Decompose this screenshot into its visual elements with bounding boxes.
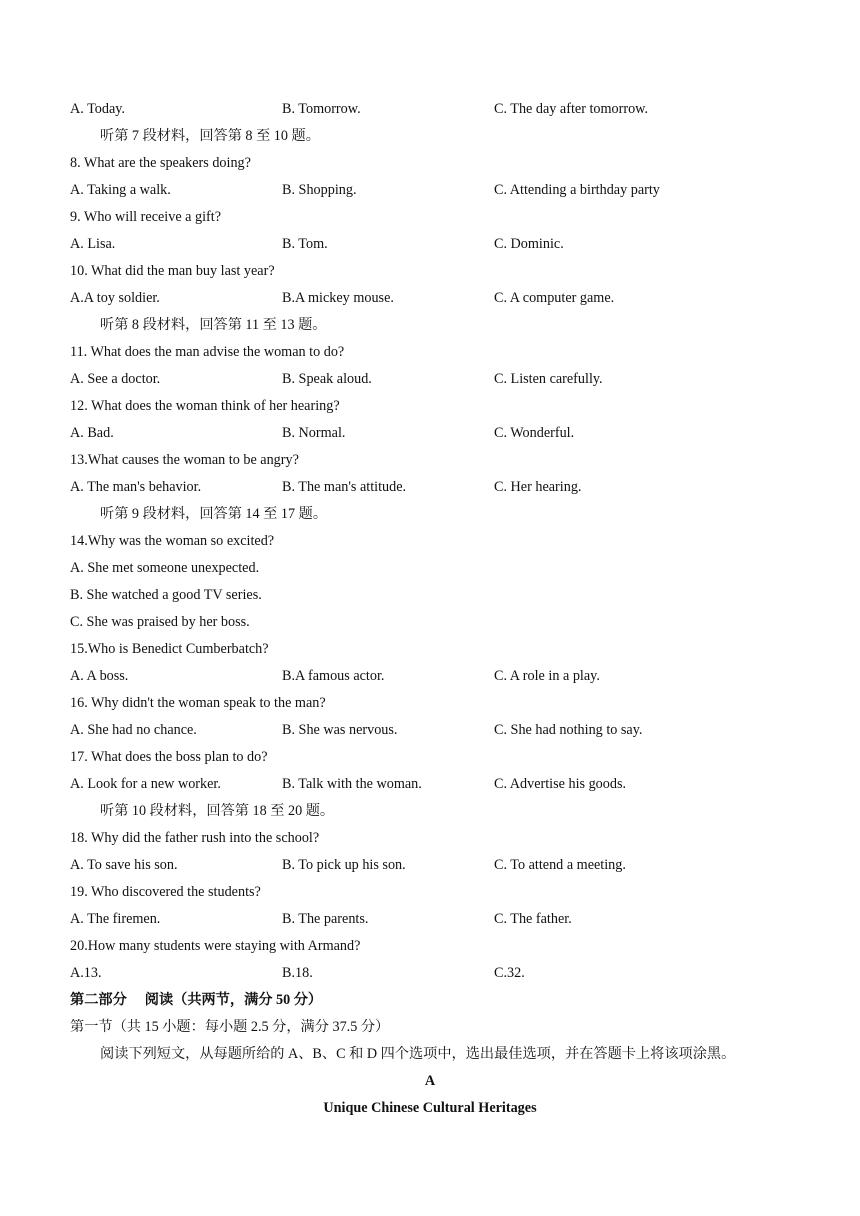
option-c: C. Dominic. bbox=[494, 236, 564, 252]
option-b: B.A mickey mouse. bbox=[282, 290, 394, 306]
option-a: A. The firemen. bbox=[70, 911, 161, 927]
q9-options bbox=[70, 231, 790, 258]
q10-options bbox=[70, 285, 790, 312]
part-2-heading bbox=[70, 987, 790, 1014]
q11-options bbox=[70, 366, 790, 393]
question-9-stem: 9. Who will receive a gift? bbox=[70, 209, 222, 225]
q13-options bbox=[70, 474, 790, 501]
option-a: A. The man's behavior. bbox=[70, 479, 202, 495]
option-c: C. Listen carefully. bbox=[494, 371, 603, 387]
option-c: C. She was praised by her boss. bbox=[70, 614, 250, 630]
option-a: A. Taking a walk. bbox=[70, 182, 171, 198]
option-c: C. The day after tomorrow. bbox=[494, 101, 649, 117]
option-b: B. The parents. bbox=[282, 911, 369, 927]
option-b: B. She was nervous. bbox=[282, 722, 398, 738]
question-15-stem: 15.Who is Benedict Cumberbatch? bbox=[70, 641, 269, 657]
option-a: A. To save his son. bbox=[70, 857, 178, 873]
option-a: A. A boss. bbox=[70, 668, 129, 684]
option-c: C. She had nothing to say. bbox=[494, 722, 643, 738]
question-16-stem: 16. Why didn't the woman speak to the man? bbox=[70, 695, 326, 711]
question-11-stem: 11. What does the man advise the woman to do? bbox=[70, 344, 345, 360]
option-c: C. The father. bbox=[494, 911, 572, 927]
option-b: B. Speak aloud. bbox=[282, 371, 372, 387]
option-b: B. The man's attitude. bbox=[282, 479, 407, 495]
option-a: A. She met someone unexpected. bbox=[70, 560, 260, 576]
passage-letter: A bbox=[424, 1073, 436, 1089]
part-2-label: 第二部分 bbox=[70, 992, 127, 1008]
option-a: A.13. bbox=[70, 965, 102, 981]
option-b: B. To pick up his son. bbox=[282, 857, 406, 873]
question-8-stem: 8. What are the speakers doing? bbox=[70, 155, 251, 171]
q16-options bbox=[70, 717, 790, 744]
question-18-stem: 18. Why did the father rush into the school? bbox=[70, 830, 320, 846]
question-20-stem: 20.How many students were staying with Armand? bbox=[70, 938, 361, 954]
option-c: C. A role in a play. bbox=[494, 668, 600, 684]
option-c: C.32. bbox=[494, 965, 525, 981]
option-a: A. See a doctor. bbox=[70, 371, 161, 387]
option-c: C. A computer game. bbox=[494, 290, 615, 306]
question-14-stem: 14.Why was the woman so excited? bbox=[70, 533, 275, 549]
option-c: C. Wonderful. bbox=[494, 425, 575, 441]
q20-options bbox=[70, 960, 790, 987]
option-b: B. Normal. bbox=[282, 425, 346, 441]
q17-options bbox=[70, 771, 790, 798]
exam-page bbox=[70, 96, 790, 1122]
q12-options bbox=[70, 420, 790, 447]
option-a: A. Bad. bbox=[70, 425, 114, 441]
option-b: B. She watched a good TV series. bbox=[70, 587, 262, 603]
q18-options bbox=[70, 852, 790, 879]
option-b: B. Tom. bbox=[282, 236, 328, 252]
option-b: B.A famous actor. bbox=[282, 668, 385, 684]
option-c: C. To attend a meeting. bbox=[494, 857, 626, 873]
option-a: A. She had no chance. bbox=[70, 722, 197, 738]
option-a: A.A toy soldier. bbox=[70, 290, 160, 306]
option-b: B. Tomorrow. bbox=[282, 101, 361, 117]
passage-title: Unique Chinese Cultural Heritages bbox=[323, 1100, 537, 1116]
question-10-stem: 10. What did the man buy last year? bbox=[70, 263, 275, 279]
option-b: B. Talk with the woman. bbox=[282, 776, 422, 792]
option-a: A. Lisa. bbox=[70, 236, 116, 252]
option-c: C. Attending a birthday party bbox=[494, 182, 660, 198]
q7-options bbox=[70, 96, 790, 123]
question-19-stem: 19. Who discovered the students? bbox=[70, 884, 261, 900]
section-9-instruction: 听第 9 段材料，回答第 14 至 17 题。 bbox=[100, 506, 328, 522]
option-c: C. Advertise his goods. bbox=[494, 776, 627, 792]
reading-instruction: 阅读下列短文，从每题所给的 A、B、C 和 D 四个选项中，选出最佳选项，并在答题卡上将该项涂黑。 bbox=[100, 1046, 736, 1062]
section-10-instruction: 听第 10 段材料，回答第 18 至 20 题。 bbox=[100, 803, 335, 819]
section-8-instruction: 听第 8 段材料，回答第 11 至 13 题。 bbox=[100, 317, 327, 333]
option-b: B. Shopping. bbox=[282, 182, 357, 198]
question-12-stem: 12. What does the woman think of her hearing? bbox=[70, 398, 340, 414]
section-1-info: 第一节（共 15 小题：每小题 2.5 分，满分 37.5 分） bbox=[70, 1019, 390, 1035]
q8-options bbox=[70, 177, 790, 204]
q15-options bbox=[70, 663, 790, 690]
option-a: A. Today. bbox=[70, 101, 125, 117]
q19-options bbox=[70, 906, 790, 933]
option-c: C. Her hearing. bbox=[494, 479, 582, 495]
part-2-title: 阅读（共两节，满分 50 分） bbox=[144, 992, 323, 1008]
section-7-instruction: 听第 7 段材料，回答第 8 至 10 题。 bbox=[100, 128, 320, 144]
question-17-stem: 17. What does the boss plan to do? bbox=[70, 749, 268, 765]
option-a: A. Look for a new worker. bbox=[70, 776, 221, 792]
question-13-stem: 13.What causes the woman to be angry? bbox=[70, 452, 299, 468]
option-b: B.18. bbox=[282, 965, 313, 981]
